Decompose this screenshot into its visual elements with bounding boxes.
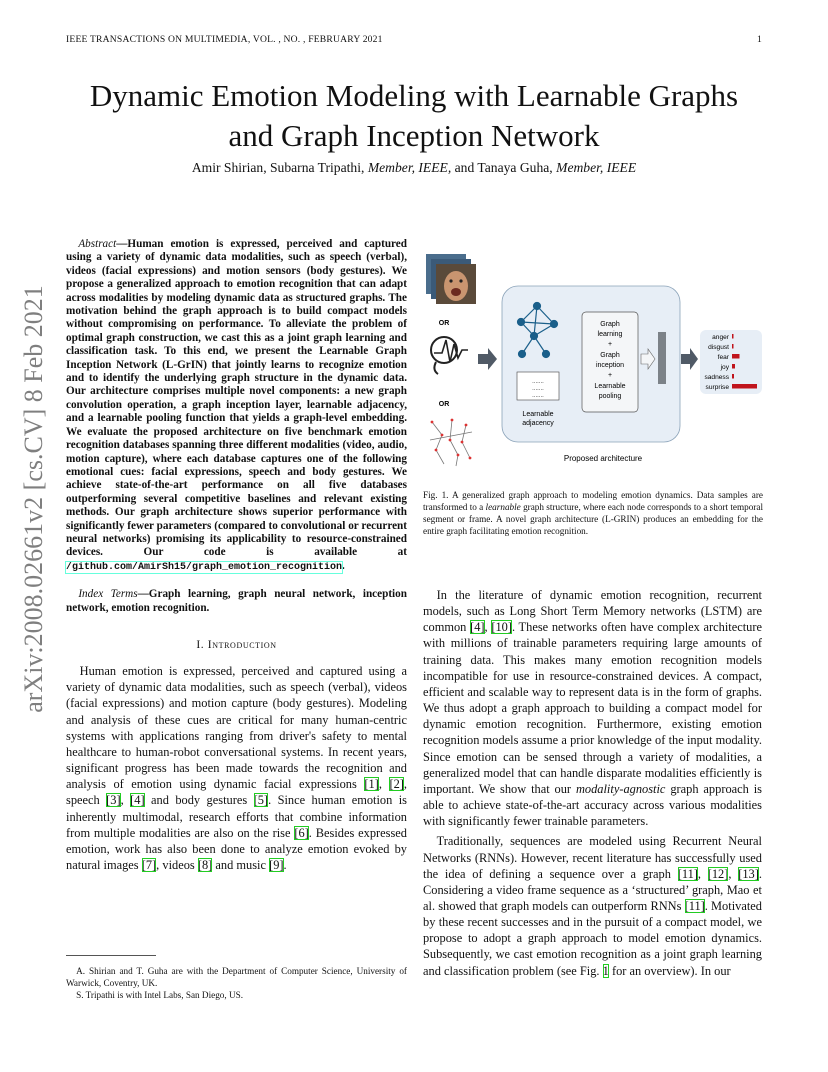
right-text-1b: . These networks often have complex architecture with millions of trainable parameters requiring large amounts of training data. This makes many emotion recognition models incompatible for use in resource-constrained devices. A compact, efficient and scalable way to represent data is in the form of graphs. We thus adopt a graph approach to building a compact model for dynamic emotion recognition. Furthermore, existing emotion recognition models assume a prior knowledge of the input modality. Since emotion can be sensed through a variety of modalities, a generalized model that can handle disparate modalities efficiently is important. We show that our: [423, 620, 762, 796]
figure-reference[interactable]: 1: [602, 963, 609, 978]
emotion-label-fear: fear: [717, 354, 729, 361]
abstract-text: —Human emotion is expressed, perceived and captured using a variety of dynamic data modalities, such as speech (verbal), videos (facial expressions) and motion sensors (body gestures). We propose a generalized approach to emotion recognition that can adapt across modalities by modeling dynamic data as structured graphs. The motivation behind the graph approach is to build compact models without compromising on performance. To alleviate the problem of optimal graph construction, we cast this as a joint graph learning and classification task. To this end, we present the Learnable Graph Inception Network (L-GrIN) that jointly learns to recognize emotion and to identify the underlying graph structure in the dynamic data. Our architecture comprises multiple novel components: a new graph convolution operation, a graph inception layer, learnable adjacency, and a learnable pooling function that yields a graph-level embedding. We evaluate the proposed architecture on five benchmark emotion recognition databases spanning three different modalities (video, audio, motion capture), where each database captures one of the following emotional cues: facial expressions, speech and body gestures. We achieve state-of-the-art performance on all five databases outperforming several competitive baselines and relevant existing methods. Our graph architecture shows superior performance with significantly fewer parameters (compared to convolutional or recurrent neural networks) promising its applicability to resource-constrained devices. Our code is available at: [66, 238, 407, 559]
face-image-stack: [426, 254, 476, 304]
footnote-1: A. Shirian and T. Guha are with the Department of Computer Science, University of Warwick, Coventry, UK.: [66, 966, 407, 988]
author-names-b: and Tanaya Guha,: [454, 160, 553, 175]
modality-agnostic-emphasis: modality-agnostic: [575, 781, 666, 796]
adjacency-label-2: adjacency: [522, 420, 554, 427]
citation-4b[interactable]: [4]: [470, 620, 485, 635]
svg-text:Graph: Graph: [600, 321, 620, 328]
emotion-label-anger: anger: [712, 334, 729, 341]
right-text-2a: Traditionally, sequences are modeled using Recurrent Neural Networks (RNNs). However, recent literature has successfully used the idea of defining a sequence over a graph: [423, 834, 762, 881]
intro-text-a: Human emotion is expressed, perceived and captured using a variety of dynamic data modalities, such as speech (verbal), videos (facial expressions) and motion capture (body gestures). Modeling and analysis of these cues are critical for many human-centric systems with applications ranging from driver's safety to mental healthcare to human-robot conversational systems. In recent years, significant progress has been made towards the recognition and analysis of emotion using dynamic facial expressions: [66, 664, 407, 792]
figure-1-diagram: [422, 250, 764, 472]
right-column: [423, 587, 762, 979]
author-role-b: Member, IEEE: [556, 160, 637, 175]
footnote-rule: [66, 955, 156, 956]
right-paragraph-2: Traditionally, sequences are modeled using Recurrent Neural Networks (RNNs). However, recent literature has successfully used the idea of defining a sequence over a graph [11], [12], [13]. Considering a video frame sequence as a ‘structured’ graph, Mao et al. showed that graph models can outperform RNNs [11]. Motivated by these recent successes and in the pursuit of a compact model, we propose to adopt a graph approach to model emotion dynamics. Subsequently, we cast emotion recognition as a joint graph learning and classification problem (see Fig. 1 for an overview). In our: [423, 834, 762, 978]
intro-text-b: . Since human emotion is inherently multimodal, research efforts that combine information from multiple modalities are also on the rise: [66, 793, 407, 840]
speech-waveform-icon: [431, 337, 468, 374]
svg-text:.......: .......: [532, 386, 544, 392]
index-terms-label: Index Terms: [78, 588, 138, 601]
svg-text:.......: .......: [532, 379, 544, 385]
adjacency-label-1: Learnable: [522, 411, 554, 418]
figure-footer-label: Proposed architecture: [563, 454, 643, 463]
arxiv-stamp: arXiv:2008.02661v2 [cs.CV] 8 Feb 2021: [19, 285, 48, 713]
svg-text:inception: inception: [595, 362, 625, 369]
right-text-1c: graph approach is able to achieve state-of-the-art accuracy across various modalities with significantly fewer trainable parameters.: [423, 781, 762, 829]
input-arrow-icon: [478, 348, 497, 370]
author-role-a: Member, IEEE,: [367, 160, 452, 175]
caption-emphasis: learnable: [485, 502, 521, 512]
left-column: [66, 238, 407, 873]
author-list: [40, 160, 788, 176]
svg-text:+: +: [607, 341, 613, 348]
right-text-2c: . Motivated by these recent successes and in the pursuit of a compact model, we propose to adopt a graph approach to model emotion dynamics. Subsequently, we cast emotion recognition as a joint graph learning and classification problem (see Fig.: [423, 898, 762, 978]
svg-text:learning: learning: [597, 331, 623, 338]
code-link[interactable]: /github.com/AmirSh15/graph_emotion_recognition: [66, 561, 343, 573]
figure-caption: [423, 489, 763, 537]
abstract-end: .: [342, 559, 345, 572]
motion-skeleton-icon: [430, 419, 472, 466]
caption-text-2: graph structure, where each node corresponds to a short temporal segment or frame. A novel graph architecture (L-GRIN) produces an embedding for the entire graph facilitating emotion recognition.: [423, 502, 763, 536]
emotion-bar-anger: [732, 334, 734, 339]
emotion-label-joy: joy: [720, 364, 729, 371]
author-names-a: Amir Shirian, Subarna Tripathi,: [191, 160, 365, 175]
svg-text:pooling: pooling: [598, 393, 622, 400]
citation-5[interactable]: [5]: [253, 793, 269, 808]
intro-paragraph: Human emotion is expressed, perceived and captured using a variety of dynamic data modalities, such as speech (verbal), videos (facial expressions) and motion capture (body gestures). Modeling and analysis of these cues are critical for many human-centric systems with applications ranging from driver's safety to mental healthcare to human-robot conversational systems. In recent years, significant progress has been made towards the recognition and analysis of emotion using dynamic facial expressions [1], [2], speech [3], [4] and body gestures [5]. Since human emotion is inherently multimodal, research efforts that combine information from multiple modalities are also on the rise [6]. Besides expressed emotion, work has also been done to analyze emotion evoked by natural images [7], videos [8] and music [9].: [66, 664, 407, 872]
citation-3[interactable]: [3]: [106, 793, 121, 808]
svg-text:.......: .......: [532, 393, 544, 399]
svg-text:Learnable: Learnable: [594, 383, 626, 390]
svg-text:Graph: Graph: [600, 352, 620, 359]
emotion-bar-disgust: [732, 344, 734, 349]
page-number: 1: [757, 34, 762, 45]
citation-11[interactable]: [11]: [677, 866, 698, 881]
intro-text-body: and body gestures: [151, 793, 248, 808]
embedding-bar: [658, 332, 666, 384]
intro-text-videos: , videos: [156, 858, 195, 872]
emotion-bar-joy: [732, 364, 735, 369]
footnote-2: S. Tripathi is with Intel Labs, San Diego, US.: [76, 990, 244, 1000]
intro-text-speech: , speech: [66, 777, 407, 808]
citation-7[interactable]: [7]: [141, 858, 157, 872]
figure-label: Fig. 1.: [423, 490, 449, 500]
citation-12[interactable]: [12]: [707, 866, 729, 881]
or-label-2: OR: [438, 401, 450, 408]
citation-10[interactable]: [10]: [491, 620, 512, 635]
footnotes: [66, 965, 407, 1001]
intro-text-music: and music: [215, 858, 266, 872]
right-paragraph-1: In the literature of dynamic emotion recognition, recurrent models, such as Long Short Term Memory networks (LSTM) are common [4], [10]. These networks often have complex architecture with millions of trainable parameters requiring large amounts of training data. This makes many emotion recognition models incompatible for use in resource-constrained devices. A compact, efficient and scalable way to represent data is in the form of graphs. We thus adopt a graph approach to building a compact model for dynamic emotion recognition. Furthermore, existing emotion recognition models assume a prior knowledge of the input modality. Since emotion can be sensed through a variety of modalities, a generalized model that can handle disparate modalities efficiently is important. We show that our modality-agnostic graph approach is able to achieve state-of-the-art accuracy across various modalities with significantly fewer trainable parameters.: [423, 588, 762, 829]
right-text-2d: for an overview). In our: [611, 963, 731, 978]
right-text-1a: In the literature of dynamic emotion recognition, recurrent models, such as Long Short Term Memory networks (LSTM) are common: [423, 588, 762, 635]
title-line-2: and Graph Inception Network: [228, 118, 600, 153]
caption-text-1: A generalized graph approach to modeling emotion dynamics. Data samples are transformed to a: [423, 490, 763, 512]
citation-13[interactable]: [13]: [738, 866, 759, 881]
svg-text:+: +: [607, 372, 613, 379]
citation-4[interactable]: [4]: [130, 793, 145, 808]
emotion-label-sadness: sadness: [704, 374, 729, 381]
right-text-2b: . Considering a video frame sequence as a ‘structured’ graph, Mao et al. showed that graph models can outperform RNNs: [423, 866, 762, 913]
title-line-1: Dynamic Emotion Modeling with Learnable Graphs: [89, 78, 739, 113]
or-label-1: OR: [438, 320, 450, 327]
emotion-bar-sadness: [732, 374, 734, 379]
paper-title: [40, 76, 788, 156]
abstract-label: Abstract: [78, 238, 117, 250]
citation-2[interactable]: [2]: [389, 777, 404, 792]
citation-6[interactable]: [6]: [294, 825, 309, 840]
emotion-bar-fear: [732, 354, 740, 359]
citation-11b[interactable]: [11]: [684, 898, 705, 913]
section-heading-introduction: I. Introduction: [196, 637, 277, 651]
citation-8[interactable]: [8]: [197, 858, 213, 872]
intro-text-end: .: [283, 858, 287, 872]
intro-text-c: . Besides expressed emotion, work has also been done to analyze emotion evoked by natural images: [66, 825, 407, 872]
running-head: IEEE TRANSACTIONS ON MULTIMEDIA, VOL. , NO. , FEBRUARY 2021: [66, 34, 383, 45]
emotion-label-disgust: disgust: [708, 344, 729, 351]
abstract: [66, 238, 407, 574]
citation-9[interactable]: [9]: [269, 858, 284, 872]
emotion-label-surprise: surprise: [705, 384, 729, 391]
index-terms: [66, 588, 407, 615]
emotion-bar-surprise: [732, 384, 757, 389]
citation-1[interactable]: [1]: [364, 777, 379, 792]
index-terms-text: —Graph learning, graph neural network, inception network, emotion recognition.: [66, 588, 407, 614]
output-arrow-icon: [681, 348, 698, 370]
figure-1: [422, 250, 764, 472]
